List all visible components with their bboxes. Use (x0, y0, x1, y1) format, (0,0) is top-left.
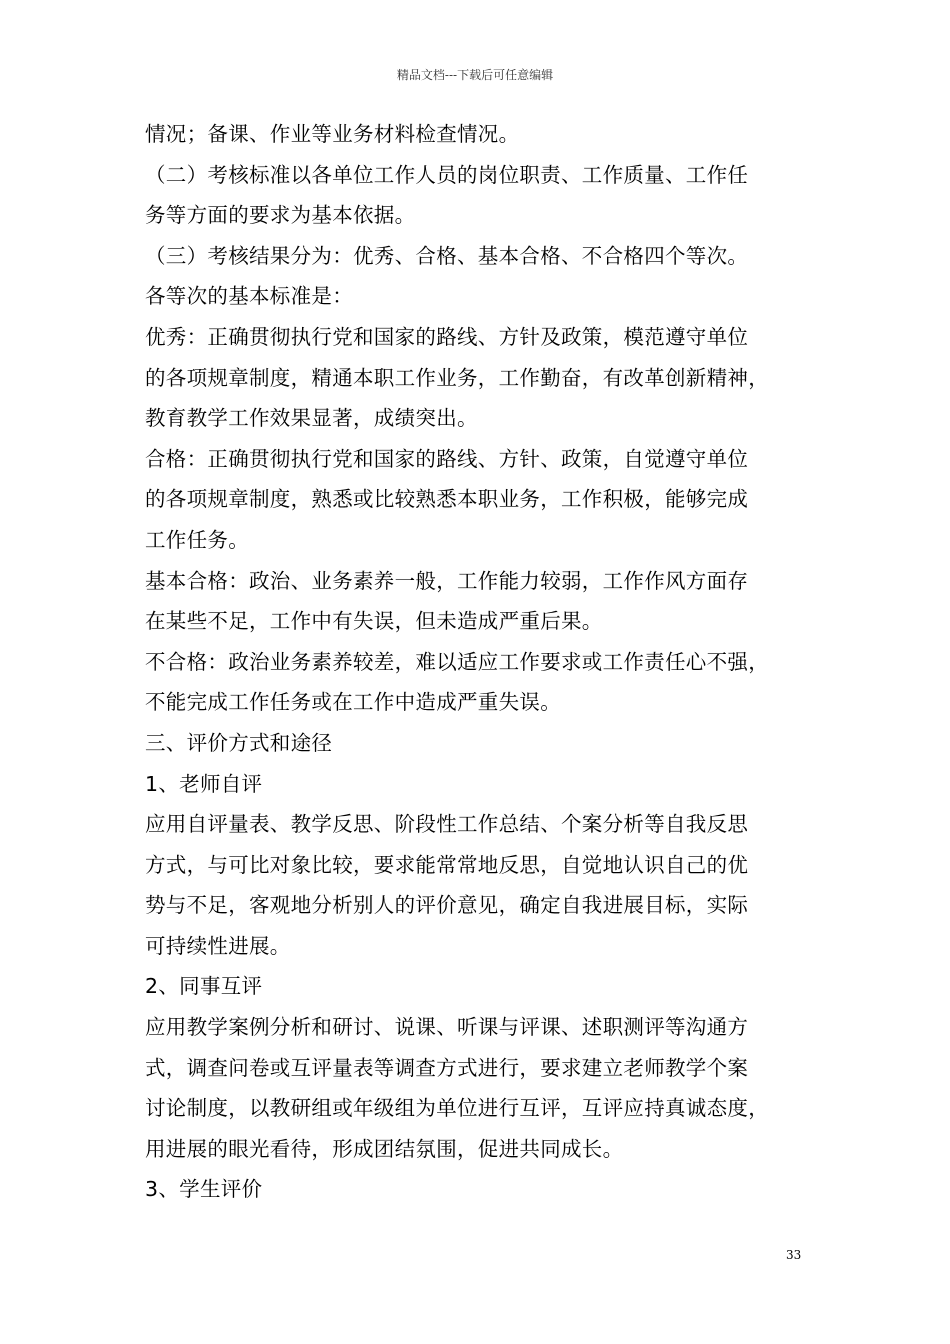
subsection-heading: 2、同事互评 (145, 974, 263, 999)
text-line: 教育教学工作效果显著，成绩突出。 (145, 406, 478, 431)
text-line: 应用教学案例分析和研讨、说课、听课与评课、述职测评等沟通方 (145, 1015, 749, 1040)
text-line: 用进展的眼光看待，形成团结氛围，促进共同成长。 (145, 1136, 624, 1161)
text-line: 务等方面的要求为基本依据。 (145, 203, 416, 228)
text-line: 基本合格：政治、业务素养一般，工作能力较弱，工作作风方面存 (145, 568, 749, 593)
text-line: （三）考核结果分为：优秀、合格、基本合格、不合格四个等次。 (145, 243, 749, 268)
text-line: 工作任务。 (145, 527, 249, 552)
document-body (145, 114, 825, 1210)
text-line: 在某些不足，工作中有失误，但未造成严重后果。 (145, 609, 603, 634)
text-line: 方式，与可比对象比较，要求能常常地反思，自觉地认识自己的优 (145, 852, 749, 877)
text-line: 可持续性进展。 (145, 933, 291, 958)
section-heading: 三、评价方式和途径 (145, 730, 333, 755)
text-line: 各等次的基本标准是： (145, 284, 353, 309)
text-line: 合格：正确贯彻执行党和国家的路线、方针、政策，自觉遵守单位 (145, 446, 749, 471)
text-line: 讨论制度，以教研组或年级组为单位进行互评，互评应持真诚态度， (145, 1096, 769, 1121)
text-line: （二）考核标准以各单位工作人员的岗位职责、工作质量、工作任 (145, 162, 749, 187)
text-line: 不合格：政治业务素养较差，难以适应工作要求或工作责任心不强， (145, 649, 769, 674)
text-line: 不能完成工作任务或在工作中造成严重失误。 (145, 690, 561, 715)
text-line: 优秀：正确贯彻执行党和国家的路线、方针及政策，模范遵守单位 (145, 324, 749, 349)
text-line: 势与不足，客观地分析别人的评价意见，确定自我进展目标，实际 (145, 893, 749, 918)
subsection-heading: 3、学生评价 (145, 1177, 263, 1202)
subsection-heading: 1、老师自评 (145, 771, 263, 796)
page-number: 33 (786, 1248, 802, 1262)
text-line: 的各项规章制度，熟悉或比较熟悉本职业务，工作积极，能够完成 (145, 487, 749, 512)
page-header: 精品文档---下载后可任意编辑 (396, 68, 554, 82)
text-line: 情况；备课、作业等业务材料检查情况。 (145, 122, 520, 146)
text-line: 式，调查问卷或互评量表等调查方式进行，要求建立老师教学个案 (145, 1055, 749, 1080)
text-line: 的各项规章制度，精通本职工作业务，工作勤奋，有改革创新精神， (145, 365, 769, 390)
text-line: 应用自评量表、教学反思、阶段性工作总结、个案分析等自我反思 (145, 812, 749, 837)
